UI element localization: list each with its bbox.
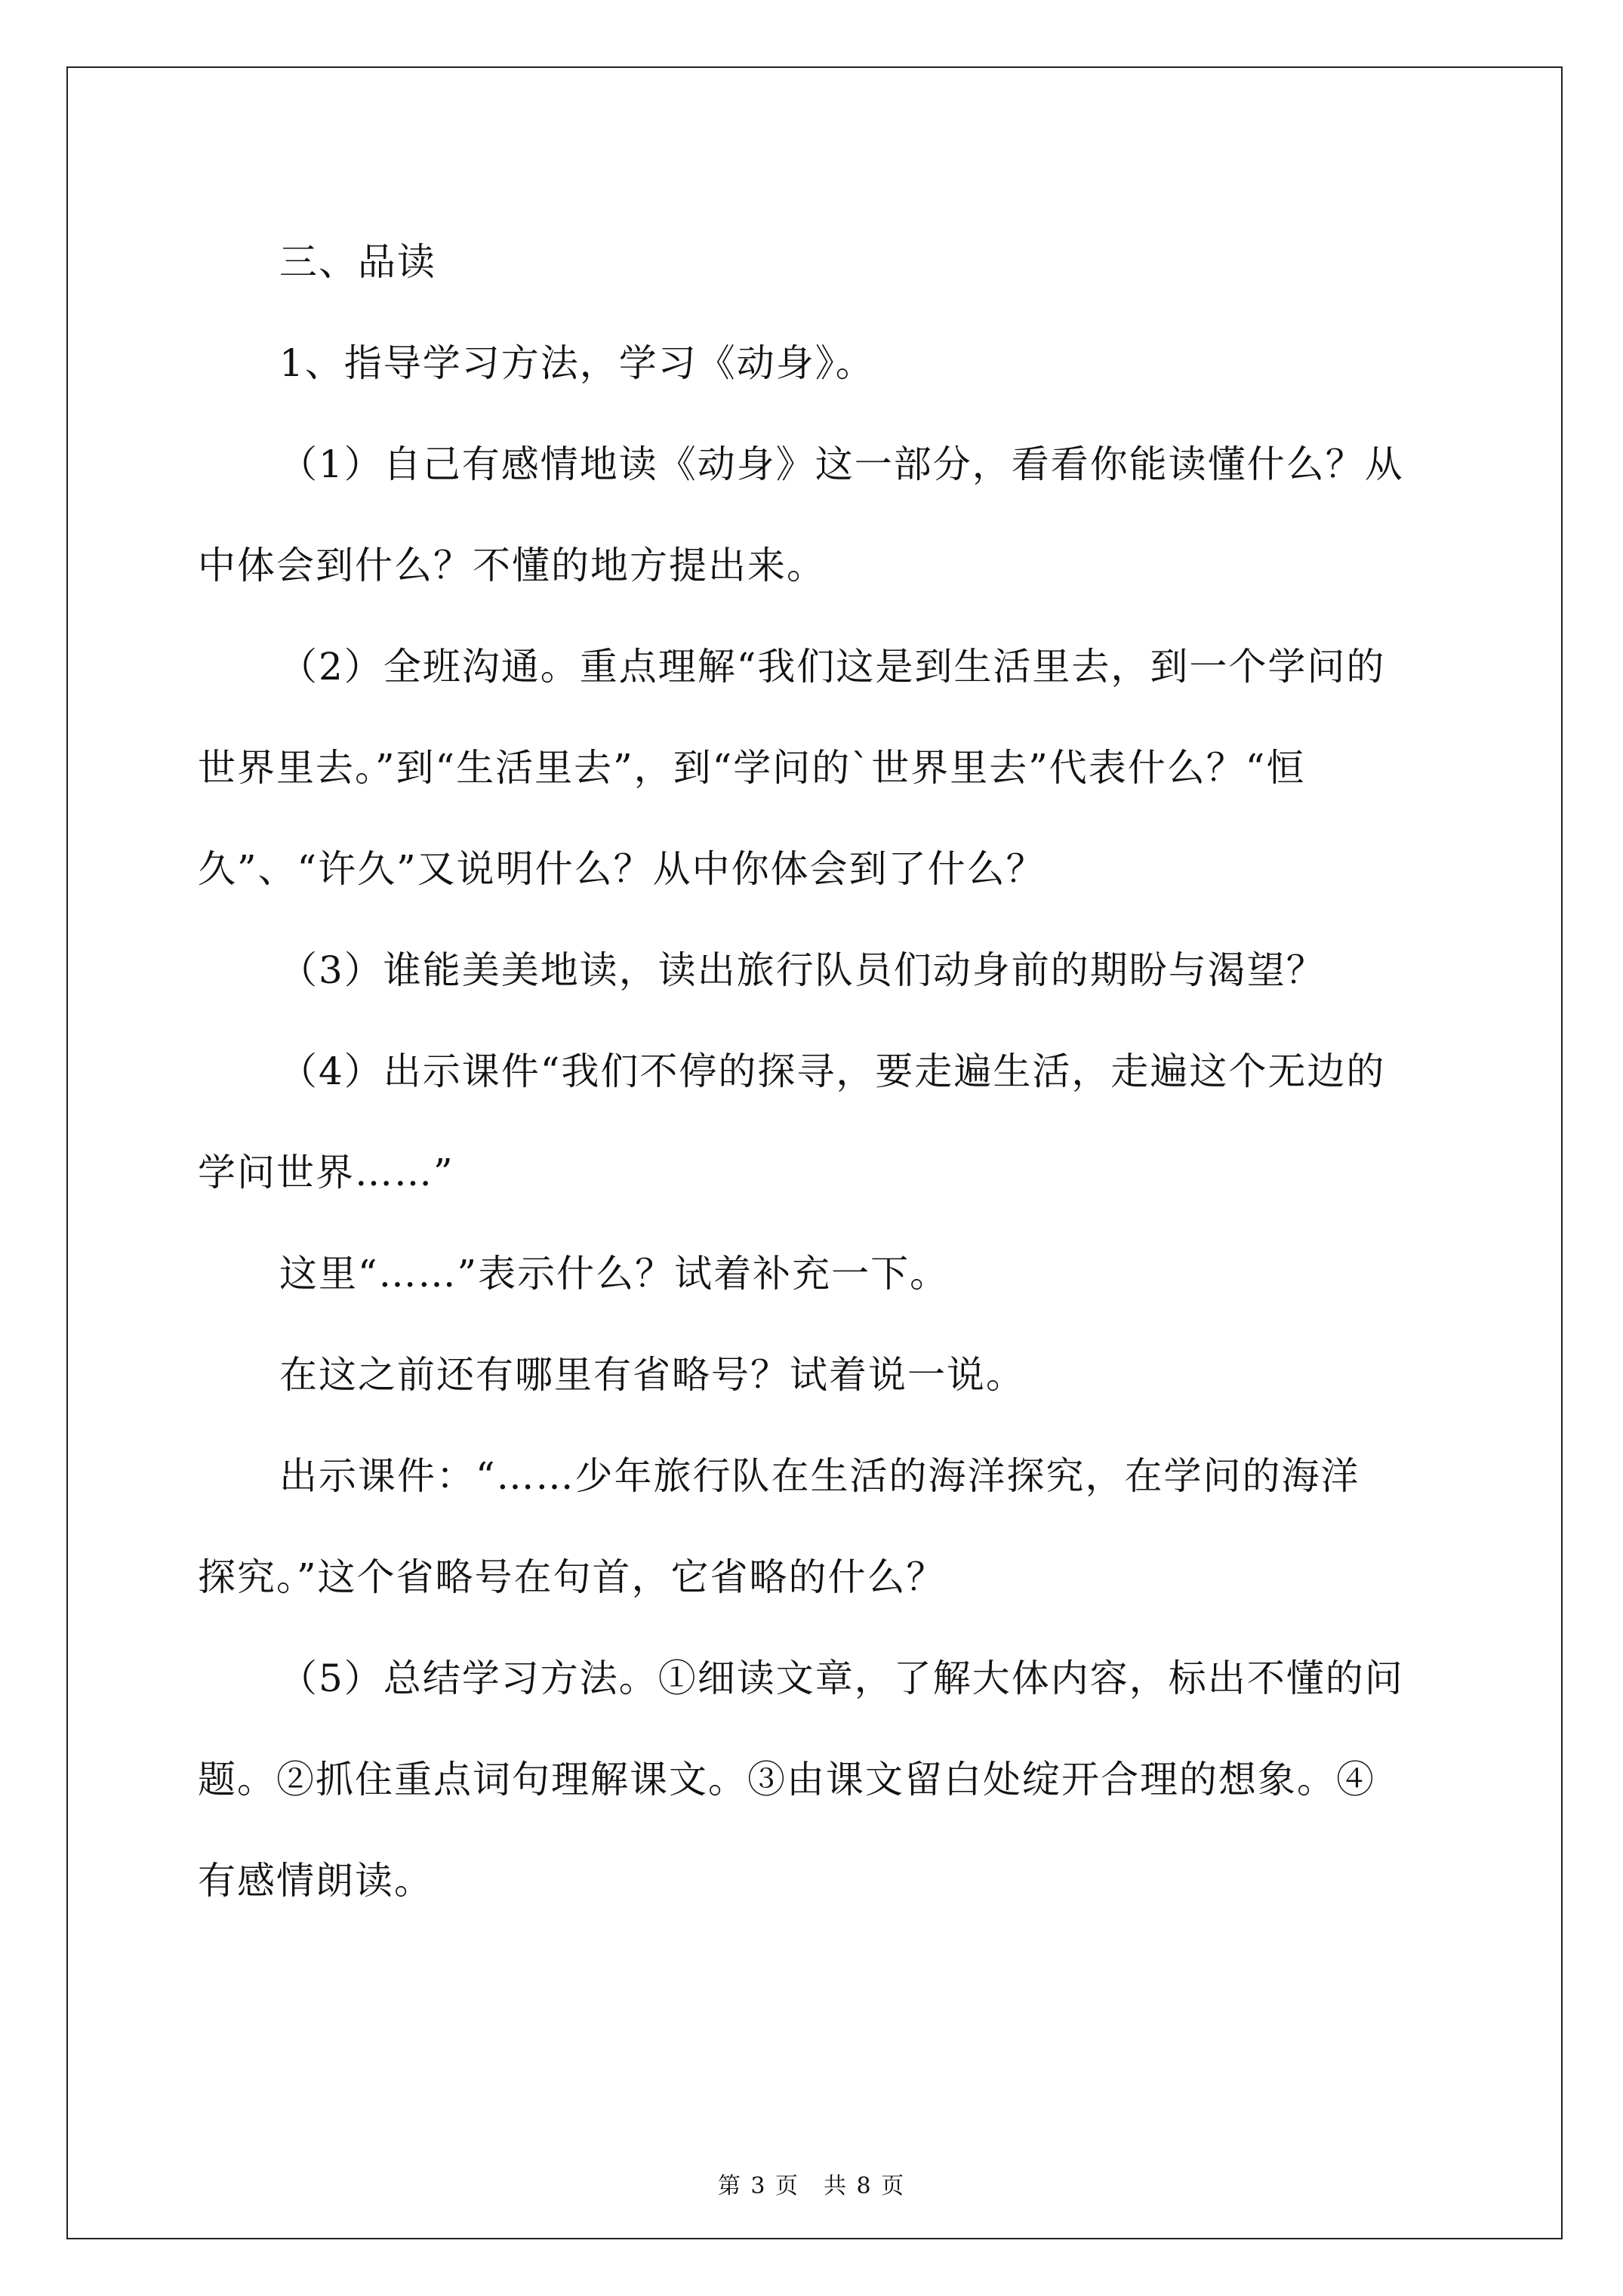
document-body: [198, 211, 1433, 1931]
paragraph-line: （4）出示课件“我们不停的探寻，要走遍生活，走遍这个无边的: [279, 1049, 1386, 1093]
paragraph-line: 出示课件：“……少年旅行队在生活的海洋探究，在学问的海洋: [279, 1454, 1360, 1498]
paragraph-line: 久”、“许久”又说明什么？从中你体会到了什么？: [198, 847, 1046, 891]
paragraph-line: 这里“……”表示什么？试着补充一下。: [279, 1252, 950, 1296]
paragraph-line: 1、指导学习方法，学习《动身》。: [279, 341, 875, 385]
paragraph-line: 探究。”这个省略号在句首，它省略的什么？: [198, 1555, 946, 1599]
paragraph-line: 有感情朗读。: [198, 1859, 433, 1903]
paragraph-line: 中体会到什么？不懂的地方提出来。: [198, 544, 826, 587]
page-number: 第 3 页 共 8 页: [717, 2173, 906, 2199]
paragraph-line: （5）总结学习方法。①细读文章，了解大体内容，标出不懂的问: [279, 1657, 1404, 1700]
paragraph-line: （3）谁能美美地读，读出旅行队员们动身前的期盼与渴望？: [279, 948, 1326, 992]
paragraph-line: （1）自己有感情地读《动身》这一部分，看看你能读懂什么？从: [279, 442, 1404, 486]
section-heading: 三、品读: [279, 240, 436, 284]
paragraph-line: 学问世界……”: [198, 1151, 454, 1194]
paragraph-line: 在这之前还有哪里有省略号？试着说一说。: [279, 1353, 1025, 1397]
paragraph-line: （2）全班沟通。重点理解“我们这是到生活里去，到一个学问的: [279, 645, 1386, 689]
paragraph-line: 题。②抓住重点词句理解课文。③由课文留白处绽开合理的想象。④: [198, 1758, 1375, 1801]
paragraph-line: 世界里去。”到“生活里去”，到“学问的`世界里去”代表什么？“恒: [198, 746, 1306, 790]
